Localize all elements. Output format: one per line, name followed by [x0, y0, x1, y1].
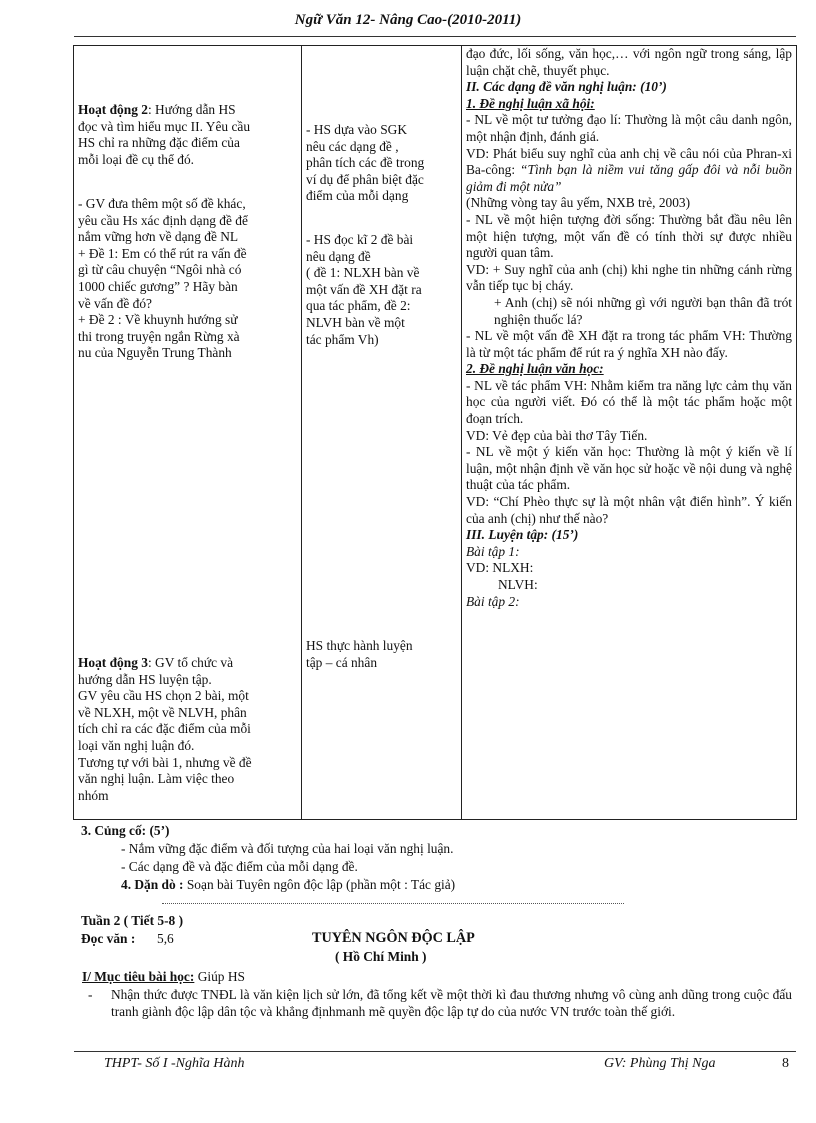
gv-line: 1000 chiếc gương” ? Hãy bàn	[78, 278, 238, 294]
para-1: - NL về một tư tưởng đạo lí: Thường là một câu danh ngôn, một nhận định, đánh giá.	[466, 112, 792, 144]
para-4: - NL về tác phẩm VH: Nhằm kiểm tra năng lực cảm thụ văn học của người viết. Đó có thể là một tác phẩm hoặc một đoạn trích.	[466, 377, 792, 427]
hd2-line: mỗi loại đề cụ thể đó.	[78, 151, 195, 167]
page-number: 8	[782, 1056, 789, 1071]
hs3-line: HS thực hành luyện	[306, 638, 413, 653]
example-nlvh: NLVH:	[498, 577, 538, 592]
hs1-line: phân tích các đề trong	[306, 155, 425, 171]
muc-tieu-bullet: Nhận thức được TNĐL là văn kiện lịch sử lớn, đã tổng kết về một thời kì đau thương nhưng vô cùng anh dũng trong cuộc đấu tranh giành độc lập dân tộc và khẳng địnhmanh mẽ quyền độc lập tự do của nước VN trước toàn thế giới.	[111, 987, 792, 1020]
hd2-line: HS chỉ ra những đặc điểm của	[78, 135, 240, 151]
hs2-line: - HS đọc kĩ 2 đề bài	[306, 232, 414, 247]
hd2-label: Hoạt động 2	[78, 102, 148, 117]
footer-school: THPT- Số I -Nghĩa Hành	[104, 1056, 245, 1071]
hd2-line: đọc và tìm hiểu mục II. Yêu cầu	[78, 118, 251, 134]
muc-tieu: I/ Mục tiêu bài học: Giúp HS	[82, 969, 245, 984]
hd3-label: Hoạt động 3	[78, 655, 148, 670]
student-activity-cell	[302, 46, 462, 820]
hs1-line: - HS dựa vào SGK	[306, 122, 407, 137]
hs1-line: điểm của mỗi dạng	[306, 188, 409, 204]
header-year: (2010-2011)	[447, 12, 522, 28]
lesson-table	[73, 45, 797, 820]
hs-activity-2	[306, 232, 457, 348]
gv-line: nu của Nguyễn Trung Thành	[78, 345, 232, 361]
content-cell	[462, 46, 797, 820]
hd3-line: văn nghị luận. Làm việc theo	[78, 771, 235, 787]
example-2a: VD: + Suy nghĩ của anh (chị) khi nghe tin những cánh rừng vẫn tiếp tục bị cháy.	[466, 261, 792, 294]
gv-line: + Đề 1: Em có thể rút ra vấn đề	[78, 245, 247, 261]
tuan-label: Tuần 2 ( Tiết 5-8 )	[81, 913, 184, 928]
hd3-line: GV yêu cầu HS chọn 2 bài, một	[78, 688, 249, 704]
example-1-source: (Những vòng tay âu yếm, NXB trẻ, 2003)	[466, 195, 691, 211]
header-rule	[74, 36, 796, 37]
footer-teacher: GV: Phùng Thị Nga	[604, 1056, 716, 1071]
hd3-text	[78, 672, 297, 805]
example-2b: + Anh (chị) sẽ nói những gì với người bạn thân đã trót nghiện thuốc lá?	[494, 294, 792, 327]
dan-do: 4. Dặn dò : Soạn bài Tuyên ngôn độc lập (phần một : Tác giả)	[121, 877, 456, 892]
teacher-activity-cell	[74, 46, 302, 820]
hd2-text	[78, 119, 297, 169]
hoat-dong-2: Hoạt động 2: Hướng dẫn HS đọc và tìm hiểu mục II. Yêu cầu HS chỉ ra những đặc điểm của mỗi loại đề cụ thể đó.	[78, 102, 297, 168]
subsection-2-title: 2. Đề nghị luận văn học:	[466, 361, 604, 377]
example-4: VD: Vẻ đẹp của bài thơ Tây Tiến.	[466, 427, 648, 443]
gv-instructions	[78, 196, 297, 362]
para-5: - NL về một ý kiến văn học: Thường là một ý kiến về lí luận, một nhận định về văn học sử hoặc về nội dung và nghệ thuật của tác phẩm.	[466, 444, 792, 493]
cung-co-title: 3. Củng cố: (5’)	[81, 823, 170, 838]
cung-co-item-2: - Các dạng đề và đặc điểm của mỗi dạng đề.	[121, 859, 358, 874]
hs-activity-3	[306, 638, 457, 671]
example-1: VD: Phát biểu suy nghĩ của anh chị về câu nói của Phran-xi Ba-công: “Tình bạn là niềm vui tăng gấp đôi và nỗi buồn giảm đi một nửa”	[466, 145, 793, 194]
footer-rule	[74, 1051, 796, 1052]
hs2-line: một vấn đề XH đặt ra	[306, 281, 422, 297]
dotted-separator	[162, 903, 624, 904]
exercise-2: Bài tập 2:	[466, 593, 520, 609]
hd3-line: tích chỉ ra các đặc điểm của mỗi	[78, 721, 251, 737]
lesson-author: ( Hồ Chí Minh )	[335, 949, 427, 964]
lesson-title: TUYÊN NGÔN ĐỘC LẬP	[312, 930, 475, 946]
hs2-line: tác phẩm Vh)	[306, 331, 379, 347]
hs2-line: qua tác phẩm, đề 2:	[306, 298, 411, 314]
doc-van-value: 5,6	[157, 931, 174, 946]
hd3-line: hướng dẫn HS luyện tập.	[78, 671, 212, 687]
para-2: - NL về một hiện tượng đời sống: Thường bắt đầu nêu lên một hiện tượng, một vấn đề có tính thời sự được nhiều người quan tâm.	[466, 211, 792, 261]
hs2-line: ( đề 1: NLXH bàn về	[306, 265, 420, 281]
hs1-line: ví dụ để phân biệt đặc	[306, 171, 424, 187]
gv-line: + Đề 2 : Về khuynh hướng sử	[78, 312, 238, 328]
hd3-line: Tương tự với bài 1, nhưng về đề	[78, 754, 252, 770]
hs3-line: tập – cá nhân	[306, 654, 378, 670]
page-header	[0, 12, 816, 29]
example-5: VD: “Chí Phèo thực sự là một nhân vật điển hình”. Ý kiến của anh (chị) như thế nào?	[466, 494, 792, 526]
gv-line: gì từ câu chuyện “Ngôi nhà có	[78, 262, 242, 278]
hs2-line: nêu dạng đề	[306, 248, 371, 264]
hd3-line: loại văn nghị luận đó.	[78, 737, 195, 753]
hd3-line: về NLXH, một về NLVH, phân	[78, 704, 247, 720]
gv-line: nắm vững hơn về dạng đề NL	[78, 229, 239, 245]
hd3-line: nhóm	[78, 787, 109, 803]
gv-line: - GV đưa thêm một số đề khác,	[78, 196, 246, 211]
doc-van-label: Đọc văn :	[81, 931, 136, 946]
cung-co-item-1: - Nắm vững đặc điểm và đối tượng của hai loại văn nghị luận.	[121, 841, 454, 856]
header-title: Ngữ Văn 12- Nâng Cao-	[294, 12, 448, 28]
hs2-line: NLVH bàn về một	[306, 314, 405, 330]
hs-activity-1	[306, 122, 457, 205]
gv-line: về vấn đề đó?	[78, 295, 152, 311]
section-3-title: III. Luyện tập: (15’)	[466, 527, 579, 543]
section-2-title: II. Các dạng đề văn nghị luận: (10’)	[466, 79, 667, 95]
exercise-1: Bài tập 1:	[466, 543, 520, 559]
bullet-dash: -	[88, 987, 93, 1002]
para-3: - NL về một vấn đề XH đặt ra trong tác phẩm VH: Thường là từ một tác phẩm để rút ra ý nghĩa XH nào đấy.	[466, 328, 792, 360]
subsection-1-title: 1. Đề nghị luận xã hội:	[466, 95, 595, 111]
example-nlxh: VD: NLXH:	[466, 560, 534, 576]
hoat-dong-3: Hoạt động 3: GV tổ chức và hướng dẫn HS luyện tập. GV yêu cầu HS chọn 2 bài, một về NLXH, một về NLVH, phân tích chỉ ra các đặc điểm của mỗi loại văn nghị luận đó. Tương tự với bài 1, nhưng về đề văn nghị luận. Làm việc theo nhóm	[78, 655, 297, 804]
intro-text: đạo đức, lối sống, văn học,… với ngôn ngữ trong sáng, lập luận chặt chẽ, thuyết phục.	[466, 46, 792, 78]
gv-line: yêu cầu Hs xác định dạng đề để	[78, 212, 248, 228]
hs1-line: nêu các dạng đề ,	[306, 138, 399, 154]
gv-line: thi trong truyện ngắn Rừng xà	[78, 328, 240, 344]
